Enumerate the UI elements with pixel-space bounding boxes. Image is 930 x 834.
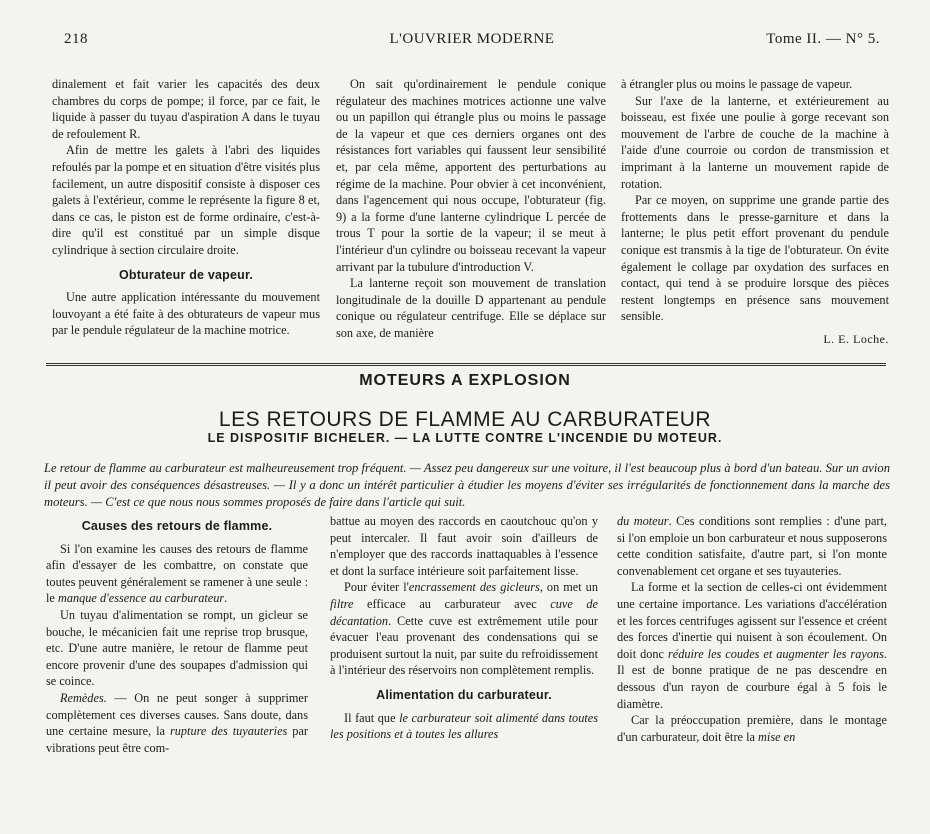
- article-intro: Le retour de flamme au carburateur est malheureusement trop fréquent. — Assez peu dangereux sur une voiture, il l'est beaucoup plus à bord d'un bateau. Sur un avion il peut avoir des conséquences désastreuses. — Il y a donc un intérêt particulier à étudier les moyens d'éviter ses irrégularités de fonctionnement dans la marche des moteurs. — C'est ce que nous nous sommes proposés de faire dans l'article qui suit.: [44, 461, 890, 509]
- paragraph: Afin de mettre les galets à l'abri des liquides refoulés par la pompe et en situation d'être visités plus facilement, un autre dispositif consiste à disposer ces galets à l'extérieur, comme le représente la figure 8 et, dans ce cas, le piston est de forme ordinaire, c'est-à-dire qu'il est constitué par un simple disque cylindrique à section circulaire droite.: [52, 143, 320, 257]
- paragraph: Remèdes. — On ne peut songer à supprimer complètement ces diverses causes. Sans doute, dans une certaine mesure, la rupture des tuyauteries par vibrations peut être com-: [46, 690, 309, 755]
- article-column-2: [330, 513, 598, 743]
- section-title: MOTEURS A EXPLOSION: [359, 372, 571, 389]
- paragraph: du moteur. Ces conditions sont remplies : d'une part, si l'on emploie un bon carburateur et nous supposerons cette condition satisfaite, d'autre part, si l'on monte convenablement cet organe et ses tuyauteries.: [617, 514, 887, 578]
- article-column-3: [617, 513, 887, 745]
- paragraph: dinalement et fait varier les capacités des deux chambres du corps de pompe; il force, par ce fait, le liquide à passer du tuyau d'aspiration A dans le tuyau de refoulement R.: [52, 77, 320, 141]
- paragraph: La forme et la section de celles-ci ont évidemment une certaine importance. Les variations d'accélération et les forces centrifuges agissent sur l'essence et créent des forces d'inertie qui nuisent à son écoulement. On doit donc réduire les coudes et augmenter les rayons. Il est de bonne pratique de ne pas descendre en dessous d'un rayon de courbure égal à 5 fois le diamètre.: [617, 580, 887, 711]
- paragraph: Si l'on examine les causes des retours de flamme afin d'essayer de les combattre, on constate que toutes peuvent généralement se ramener à une seule : le manque d'essence au carburateur.: [46, 541, 308, 606]
- running-header: [64, 31, 880, 51]
- top-column-2: [336, 76, 606, 342]
- article-column-1: [46, 518, 308, 756]
- paragraph: battue au moyen des raccords en caoutchouc qu'on y peut intercaler. Il faut avoir soin d'ailleurs de n'employer que des raccords inattaquables à l'essence et dont la surface intérieure soit parfaitement lisse.: [330, 514, 598, 578]
- article-subtitle: LE DISPOSITIF BICHELER. — LA LUTTE CONTRE L'INCENDIE DU MOTEUR.: [207, 431, 723, 445]
- paragraph: La lanterne reçoit son mouvement de translation longitudinale de la douille D appartenant au pendule conique ou régulateur centrifuge. Elle se déplace sur son axe, de manière: [336, 276, 606, 340]
- paragraph: Pour éviter l'encrassement des gicleurs, on met un filtre efficace au carburateur avec cuve de décantation. Cette cuve est extrêmement utile pour évacuer l'eau provenant des condensations qui se produisent surtout la nuit, par suite du refroidissement à l'intérieur des réservoirs non complètement remplis.: [330, 580, 598, 678]
- section-divider: [46, 363, 886, 366]
- section-heading: Causes des retours de flamme.: [81, 519, 273, 533]
- author-signature: L. E. Loche.: [823, 331, 889, 346]
- paragraph: Il faut que le carburateur soit alimenté dans toutes les positions et à toutes les allures: [330, 710, 598, 742]
- paragraph: Une autre application intéressante du mouvement louvoyant a été faite à des obturateurs de vapeur mus par le pendule régulateur de la machine motrice.: [52, 290, 320, 338]
- paragraph: à étrangler plus ou moins le passage de vapeur.: [621, 77, 853, 91]
- page-number: 218: [64, 31, 88, 47]
- volume-number: Tome II. — N° 5.: [766, 31, 880, 47]
- section-heading: Alimentation du carburateur.: [376, 687, 552, 702]
- paragraph: Un tuyau d'alimentation se rompt, un gicleur se bouche, le mécanicien fait une reprise trop brusque, etc. D'une autre manière, le retour de flamme peut encore provenir d'une des soupapes d'admission qui se coince.: [46, 607, 308, 689]
- paragraph: On sait qu'ordinairement le pendule conique régulateur des machines motrices actionne une valve ou un papillon qui étrangle plus ou moins le passage de la vapeur et que ces derniers organes ont des résistances fort variables qui faussent leur sensibilité et, par cela même, apportent des perturbations au régime de la machine. Pour obvier à cet inconvénient, dans l'agencement qui nous occupe, l'obturateur (fig. 9) a la forme d'une lanterne cylindrique L percée de trous T pour la sortie de la vapeur; il se meut à l'intérieur d'un cylindre ou boisseau recevant la vapeur arrivant par la tubulure d'introduction V.: [336, 77, 606, 274]
- top-column-1: [52, 76, 320, 339]
- section-heading: Obturateur de vapeur.: [118, 267, 254, 282]
- paragraph: Car la préoccupation première, dans le montage d'un carburateur, doit être la mise en: [617, 713, 887, 744]
- paragraph: Par ce moyen, on supprime une grande partie des frottements dans le presse-garniture et dans la lanterne; le plus petit effort provenant du pendule conique est transmis à la tige de l'obturateur. On évite également le collage par oxydation des surfaces en contact, qui tend à se produire lorsque des pièces restent longtemps en présence sans mouvement sensible.: [621, 193, 889, 324]
- top-column-3: [621, 76, 889, 348]
- journal-title: L'OUVRIER MODERNE: [389, 31, 555, 47]
- paragraph: Sur l'axe de la lanterne, et extérieurement au boisseau, est fixée une poulie à gorge recevant son mouvement de l'arbre de couche de la machine à l'aide d'une courroie ou cordon de transmission et imprimant à la lanterne un mouvement rapide de rotation.: [621, 93, 889, 191]
- article-title: LES RETOURS DE FLAMME AU CARBURATEUR: [218, 408, 712, 431]
